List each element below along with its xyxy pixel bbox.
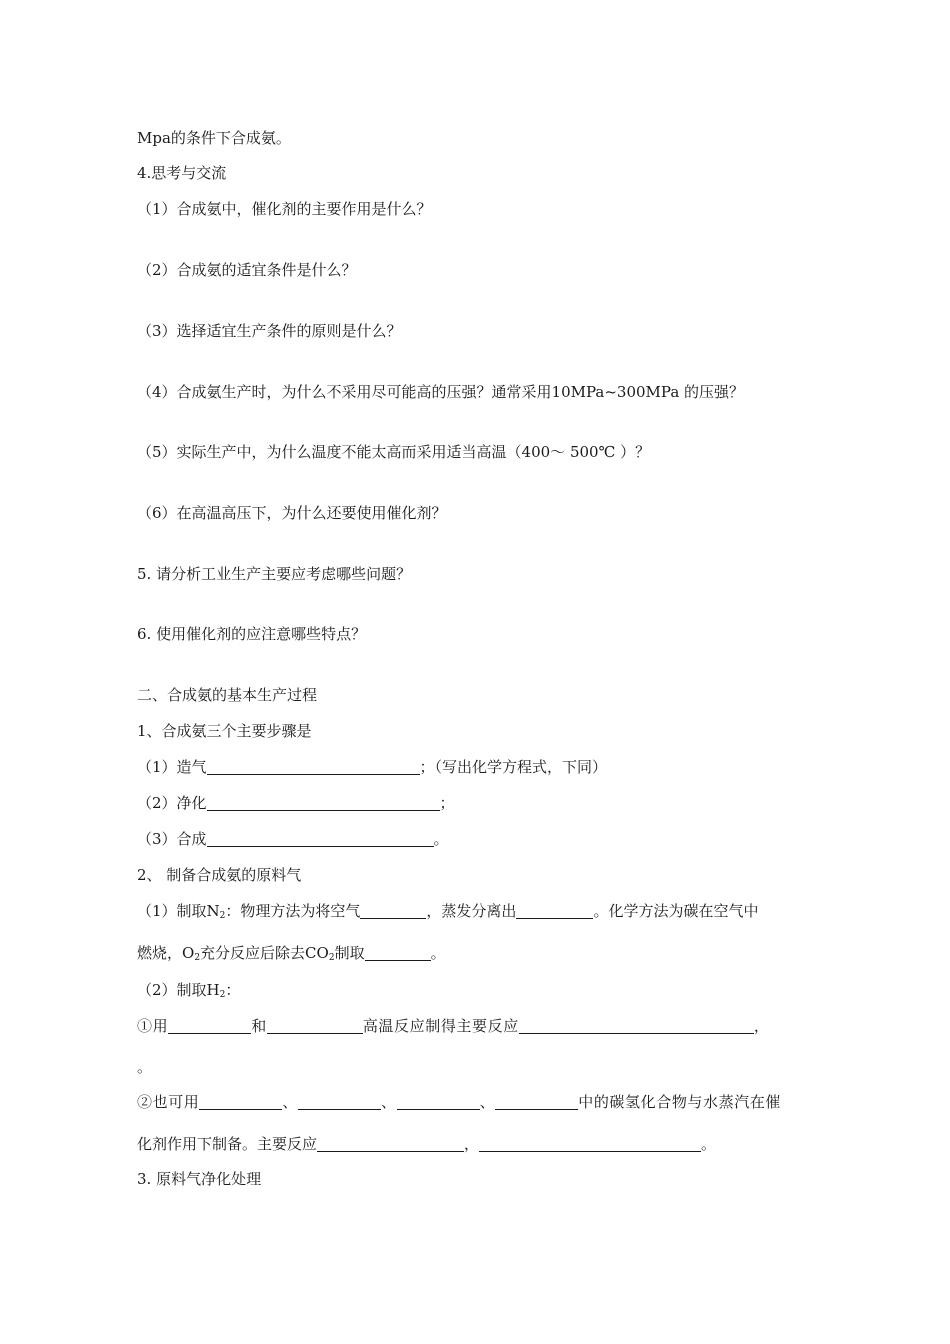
text-fragment: ： xyxy=(225,981,241,999)
subscript: 2 xyxy=(219,990,226,1000)
h2-item-2-cont xyxy=(137,1134,716,1154)
text-fragment: 化剂作用下制备。主要反应 xyxy=(137,1135,318,1153)
text-fragment: 和 xyxy=(251,1017,267,1035)
question-5: （5）实际生产中，为什么温度不能太高而采用适当高温（400～ 500℃ ）？ xyxy=(137,443,651,461)
question-2: （2）合成氨的适宜条件是什么？ xyxy=(137,261,357,279)
answer-blank[interactable] xyxy=(207,795,440,811)
section-heading: 4.思考与交流 xyxy=(137,164,227,182)
step-3-label: （3）合成 xyxy=(137,830,207,848)
text-fragment: （2）制取H xyxy=(137,981,220,999)
text-fragment: ①用 xyxy=(137,1017,169,1035)
subscript: 2 xyxy=(328,953,335,963)
answer-blank[interactable] xyxy=(298,1094,381,1110)
separator: 、 xyxy=(282,1093,299,1111)
text-fragment: 。化学方法为碳在空气中 xyxy=(593,902,759,920)
h2-heading xyxy=(137,980,240,1000)
answer-blank[interactable] xyxy=(516,903,593,919)
text-fragment: 高温反应制得主要反应 xyxy=(362,1017,519,1035)
text-fragment: ， xyxy=(753,1017,770,1035)
answer-blank[interactable] xyxy=(479,1136,701,1152)
text-fragment: 燃烧，O xyxy=(137,944,195,962)
text-line: Mpa的条件下合成氨。 xyxy=(137,129,291,147)
step-2-line xyxy=(137,793,455,813)
answer-blank[interactable] xyxy=(397,1094,480,1110)
answer-blank[interactable] xyxy=(495,1094,578,1110)
step-1-line xyxy=(137,757,607,777)
punctuation: ； xyxy=(439,794,455,812)
answer-blank[interactable] xyxy=(207,831,434,847)
question-1: （1）合成氨中，催化剂的主要作用是什么？ xyxy=(137,200,432,218)
question-6: （6）在高温高压下，为什么还要使用催化剂？ xyxy=(137,504,447,522)
n2-line-1 xyxy=(137,901,758,921)
text-fragment: ②也可用 xyxy=(137,1093,200,1111)
answer-blank[interactable] xyxy=(267,1018,363,1034)
text-fragment: 中的碳氢化合物与水蒸汽在催 xyxy=(578,1093,782,1111)
answer-blank[interactable] xyxy=(519,1018,754,1034)
step-heading-2: 2、 制备合成氨的原料气 xyxy=(137,866,302,884)
text-fragment: ：物理方法为将空气 xyxy=(225,902,361,920)
text-fragment: （1）制取N xyxy=(137,902,220,920)
punctuation: 。 xyxy=(433,830,449,848)
step-1-label: （1）造气 xyxy=(137,758,207,776)
step-heading: 1、合成氨三个主要步骤是 xyxy=(137,722,312,740)
separator: 、 xyxy=(479,1093,496,1111)
subscript: 2 xyxy=(194,953,201,963)
answer-blank[interactable] xyxy=(365,945,431,961)
text-fragment: ，蒸发分离出 xyxy=(426,902,517,920)
subscript: 2 xyxy=(219,911,226,921)
answer-blank[interactable] xyxy=(199,1094,282,1110)
text-fragment: 。 xyxy=(430,944,446,962)
question-p6: 6. 使用催化剂的应注意哪些特点？ xyxy=(137,625,367,643)
answer-blank[interactable] xyxy=(207,759,420,775)
n2-line-2 xyxy=(137,943,446,963)
answer-blank[interactable] xyxy=(168,1018,251,1034)
section-title: 二、合成氨的基本生产过程 xyxy=(137,686,318,704)
step-1-note: ；（写出化学方程式，下同） xyxy=(419,758,608,776)
step-3-line xyxy=(137,829,449,849)
answer-blank[interactable] xyxy=(317,1136,464,1152)
text-fragment: 。 xyxy=(701,1135,717,1153)
text-fragment: 制取 xyxy=(334,944,365,962)
text-fragment: ， xyxy=(464,1135,480,1153)
answer-blank[interactable] xyxy=(360,903,426,919)
text-fragment: 充分反应后除去CO xyxy=(200,944,329,962)
h2-item-1 xyxy=(137,1016,769,1036)
question-3: （3）选择适宜生产条件的原则是什么？ xyxy=(137,322,402,340)
step-heading-3: 3. 原料气净化处理 xyxy=(137,1170,262,1188)
separator: 、 xyxy=(381,1093,397,1111)
step-2-label: （2）净化 xyxy=(137,794,207,812)
question-p5: 5. 请分析工业生产主要应考虑哪些问题？ xyxy=(137,565,412,583)
h2-item-2 xyxy=(137,1092,781,1112)
question-4: （4）合成氨生产时，为什么不采用尽可能高的压强？通常采用10MPa~300MPa 的压强？ xyxy=(137,383,745,401)
h2-item-1-end: 。 xyxy=(137,1058,153,1076)
